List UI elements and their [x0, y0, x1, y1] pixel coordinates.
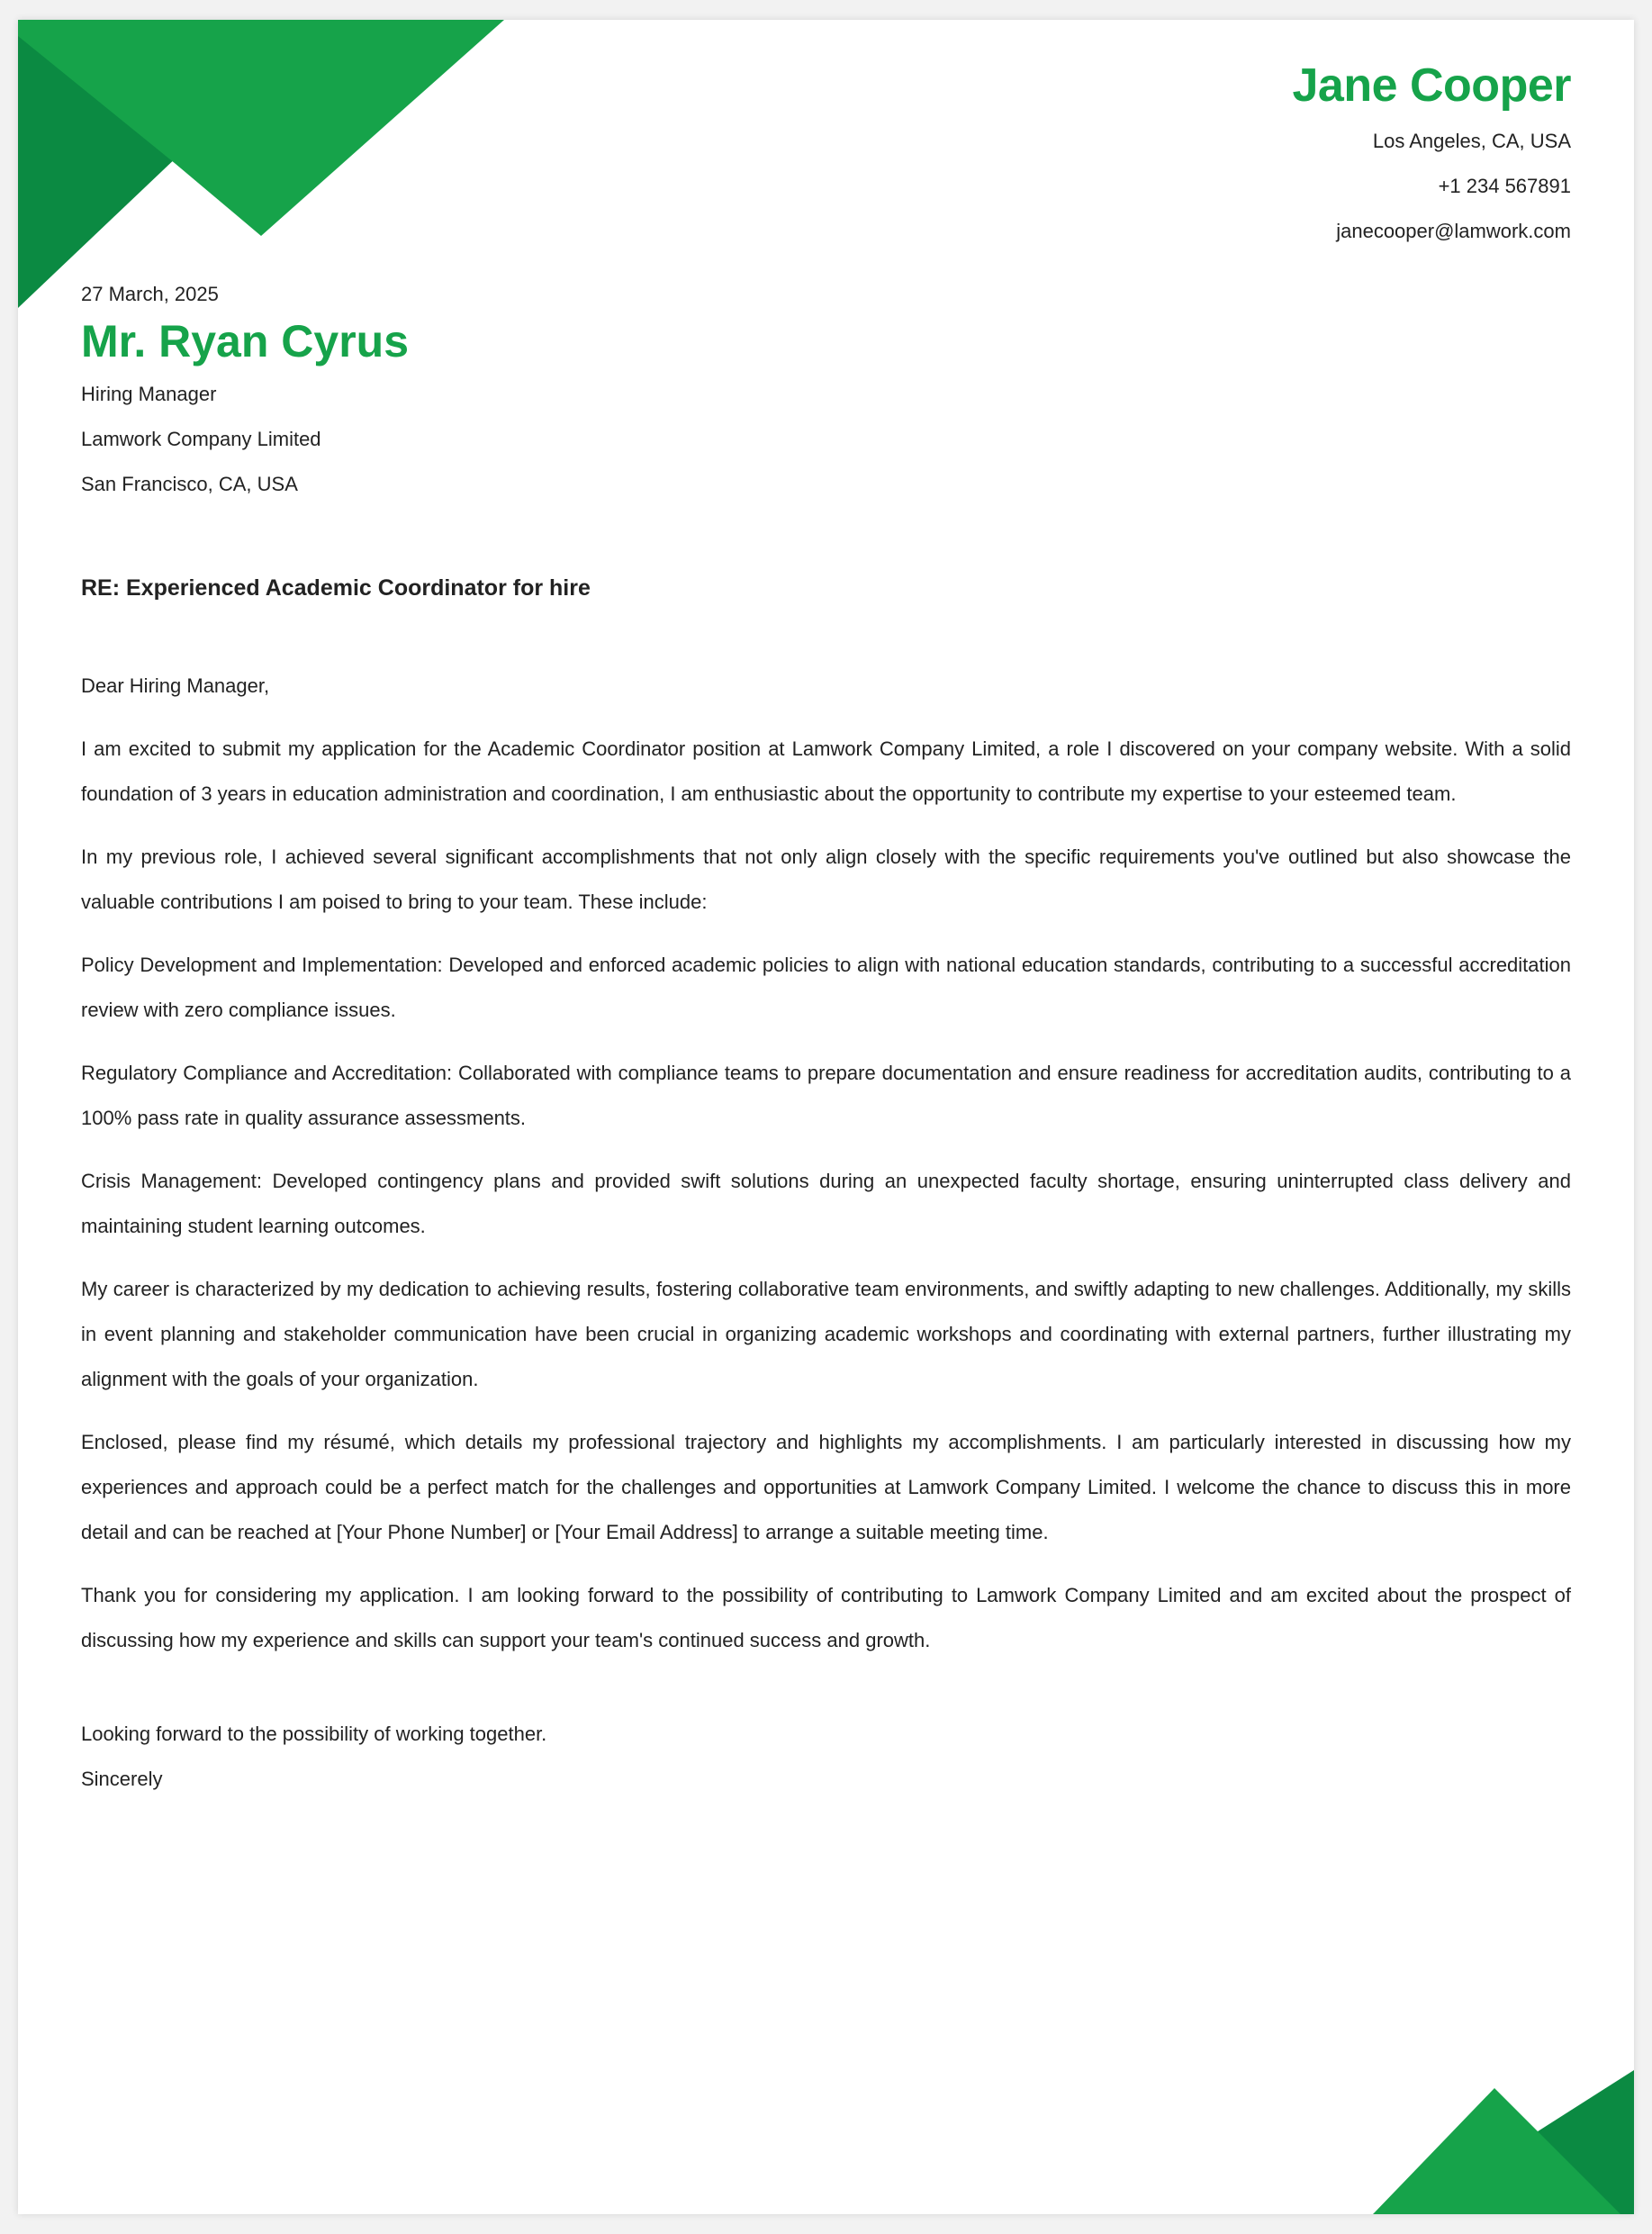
body-paragraph: In my previous role, I achieved several significant accomplishments that not only align closely with the specific requirements you've outlined but also showcase the valuable contributions I am poised to bring to your team. These include:: [81, 846, 1571, 913]
sender-email: janecooper@lamwork.com: [1336, 220, 1571, 243]
recipient-name: Mr. Ryan Cyrus: [81, 316, 410, 366]
body-paragraph: Thank you for considering my application. I am looking forward to the possibility of contributing to Lamwork Company Limited and am excited about the prospect of discussing how my experience and skills can support your team's continued success and growth.: [81, 1584, 1571, 1651]
body-paragraph: Regulatory Compliance and Accreditation: Collaborated with compliance teams to prepare documentation and ensure readiness for accreditation audits, contributing to a 100% pass rate in quality assurance assessments.: [81, 1062, 1571, 1129]
recipient-company: Lamwork Company Limited: [81, 428, 321, 450]
closing-line: Looking forward to the possibility of working together.: [81, 1723, 547, 1745]
sender-name: Jane Cooper: [1292, 59, 1571, 112]
letter-date: 27 March, 2025: [81, 283, 219, 305]
body-paragraph: Crisis Management: Developed contingency plans and provided swift solutions during an unexpected faculty shortage, ensuring uninterrupted class delivery and maintaining student learning outcomes.: [81, 1170, 1571, 1237]
body-paragraph: Enclosed, please find my résumé, which details my professional trajectory and highlights my accomplishments. I am particularly interested in discussing how my experiences and approach could be a perfect match for the challenges and opportunities at Lamwork Company Limited. I welcome the chance to discuss this in more detail and can be reached at [Your Phone Number] or [Your Email Address] to arrange a suitable meeting time.: [81, 1431, 1571, 1543]
closing-block: [81, 1712, 1571, 1802]
recipient-location: San Francisco, CA, USA: [81, 473, 298, 495]
body-paragraph: Policy Development and Implementation: Developed and enforced academic policies to align with national education standards, contributing to a successful accreditation review with zero compliance issues.: [81, 954, 1571, 1021]
bottom-right-decoration: [1373, 2070, 1634, 2214]
letter-subject: RE: Experienced Academic Coordinator for hire: [81, 575, 591, 601]
sender-location: Los Angeles, CA, USA: [1372, 130, 1571, 153]
recipient-title: Hiring Manager: [81, 383, 217, 405]
sender-block: [1293, 58, 1571, 254]
signoff: Sincerely: [81, 1768, 163, 1790]
body-paragraph: I am excited to submit my application for the Academic Coordinator position at Lamwork Company Limited, a role I discovered on your company website. With a solid foundation of 3 years in education administration and coordination, I am enthusiastic about the opportunity to contribute my expertise to your esteemed team.: [81, 737, 1571, 805]
body-paragraph: My career is characterized by my dedication to achieving results, fostering collaborative team environments, and swiftly adapting to new challenges. Additionally, my skills in event planning and stakeholder communication have been crucial in organizing academic workshops and coordinating with external partners, further illustrating my alignment with the goals of your organization.: [81, 1278, 1571, 1390]
top-left-decoration: [18, 20, 522, 308]
letter-content: [81, 276, 1571, 1802]
letter-greeting: Dear Hiring Manager,: [81, 674, 270, 697]
letter-page: [18, 20, 1634, 2214]
sender-phone: +1 234 567891: [1438, 175, 1571, 198]
